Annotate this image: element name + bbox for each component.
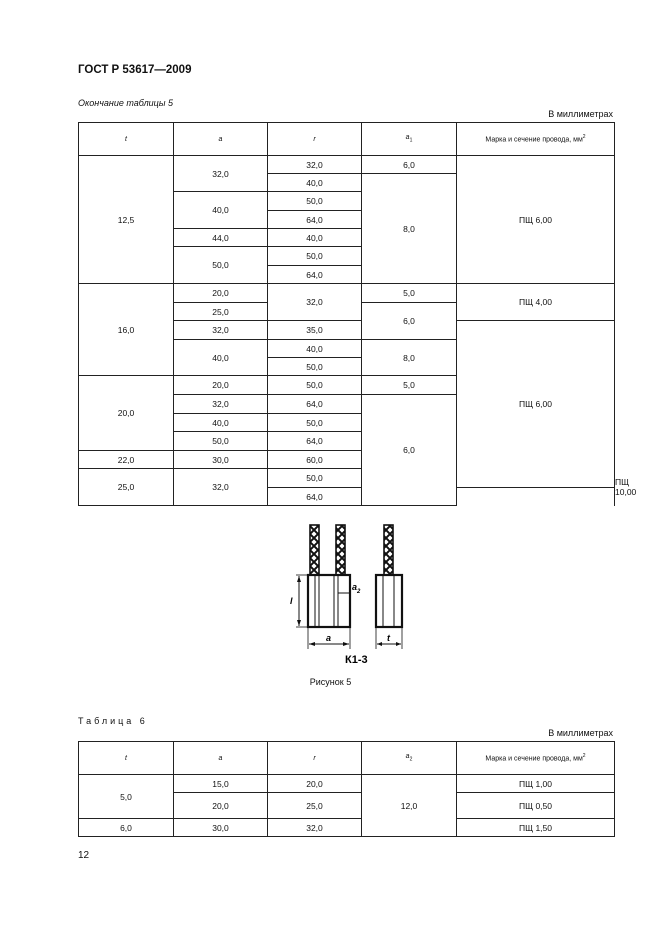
header-wire: Марка и сечение провода, $мм^2$: [457, 742, 615, 775]
cell-wire: ПЩ 0,50: [457, 793, 615, 819]
label-l: l: [290, 596, 293, 606]
cell-a: 15,0: [174, 775, 268, 793]
table-header-row: [79, 742, 615, 775]
table-row: [79, 819, 615, 837]
header-wire: Марка и сечение провода, $мм^2$: [457, 123, 615, 156]
units-label: В миллиметрах: [548, 109, 613, 119]
cell-r: 20,0: [268, 775, 362, 793]
cell-a1: 5,0: [362, 376, 457, 395]
cell-r: 64,0: [268, 211, 362, 229]
cell-t: 6,0: [79, 819, 174, 837]
cell-r: 40,0: [268, 340, 362, 358]
cell-t: 12,5: [79, 156, 174, 284]
cell-r: 64,0: [268, 266, 362, 284]
header-r: r: [268, 742, 362, 775]
cell-r: 64,0: [268, 432, 362, 451]
cell-r: 25,0: [268, 793, 362, 819]
cell-a: 32,0: [174, 156, 268, 192]
wire-side: [384, 525, 393, 577]
cell-r: 32,0: [268, 819, 362, 837]
cell-a1: 5,0: [362, 284, 457, 303]
cell-r: 32,0: [268, 156, 362, 174]
table-6-title: Таблица 6: [78, 716, 148, 726]
cell-r: 40,0: [268, 229, 362, 247]
cell-a: 32,0: [174, 395, 268, 414]
header-r: r: [268, 123, 362, 156]
cell-a1: 8,0: [362, 174, 457, 284]
cell-r: 50,0: [268, 414, 362, 432]
cell-a: 40,0: [174, 340, 268, 376]
cell-a: 20,0: [174, 793, 268, 819]
document-header: ГОСТ Р 53617—2009: [78, 64, 192, 76]
cell-wire: ПЩ 6,00: [457, 156, 615, 284]
figure-5-drawing: [282, 522, 412, 667]
wire-left: [310, 525, 319, 577]
label-a2: $a_2$: [352, 582, 361, 595]
cell-t: 16,0: [79, 284, 174, 376]
cell-a: 20,0: [174, 284, 268, 303]
cell-a1: 6,0: [362, 395, 457, 506]
brush-front-view: [308, 575, 350, 627]
cell-a: 25,0: [174, 303, 268, 321]
cell-r: 50,0: [268, 192, 362, 211]
header-a: a: [174, 742, 268, 775]
table-row: [79, 775, 615, 793]
cell-a1: 6,0: [362, 303, 457, 340]
cell-a: 40,0: [174, 414, 268, 432]
cell-r: 64,0: [268, 488, 362, 506]
cell-a: 30,0: [174, 819, 268, 837]
header-t: t: [79, 123, 174, 156]
cell-a: 44,0: [174, 229, 268, 247]
cell-t: 20,0: [79, 376, 174, 451]
cell-a: 30,0: [174, 451, 268, 469]
header-a1: $a_1$: [362, 123, 457, 156]
units-label: В миллиметрах: [548, 728, 613, 738]
cell-a: 32,0: [174, 469, 268, 506]
header-t: t: [79, 742, 174, 775]
cell-a: 40,0: [174, 192, 268, 229]
page-number: 12: [78, 850, 90, 861]
cell-a: 20,0: [174, 376, 268, 395]
cell-a: 50,0: [174, 247, 268, 284]
table-5: [78, 122, 637, 506]
cell-r: 32,0: [268, 284, 362, 321]
cell-a: 50,0: [174, 432, 268, 451]
cell-r: 50,0: [268, 469, 362, 488]
cell-r: 50,0: [268, 247, 362, 266]
cell-t: 25,0: [79, 469, 174, 506]
cell-r: 35,0: [268, 321, 362, 340]
label-t: t: [387, 633, 390, 643]
cell-wire: ПЩ 1,00: [457, 775, 615, 793]
cell-wire: ПЩ 6,00: [457, 321, 615, 488]
header-a2: $a_2$: [362, 742, 457, 775]
cell-r: 50,0: [268, 376, 362, 395]
table-6: [78, 741, 615, 837]
table-row: [79, 284, 615, 303]
table-row: 25,0 32,0 50,0 ПЩ 10,00: [79, 469, 615, 488]
cell-a2: 12,0: [362, 775, 457, 837]
cell-t: 5,0: [79, 775, 174, 819]
table-header-row: [79, 123, 615, 156]
cell-r: 60,0: [268, 451, 362, 469]
cell-r: 64,0: [268, 395, 362, 414]
cell-a1: 8,0: [362, 340, 457, 376]
label-a: a: [326, 633, 332, 643]
figure-caption: Рисунок 5: [309, 677, 352, 687]
cell-r: 40,0: [268, 174, 362, 192]
header-a: a: [174, 123, 268, 156]
table-row: [79, 156, 615, 174]
cell-a1: 6,0: [362, 156, 457, 174]
cell-t: 22,0: [79, 451, 174, 469]
wire-right: [336, 525, 345, 577]
cell-r: 50,0: [268, 358, 362, 376]
model-label: К1-3: [345, 654, 368, 666]
table-continuation-caption: Окончание таблицы 5: [78, 98, 173, 108]
cell-wire: ПЩ 4,00: [457, 284, 615, 321]
cell-wire: ПЩ 1,50: [457, 819, 615, 837]
cell-a: 32,0: [174, 321, 268, 340]
brush-side-view: [376, 575, 402, 627]
